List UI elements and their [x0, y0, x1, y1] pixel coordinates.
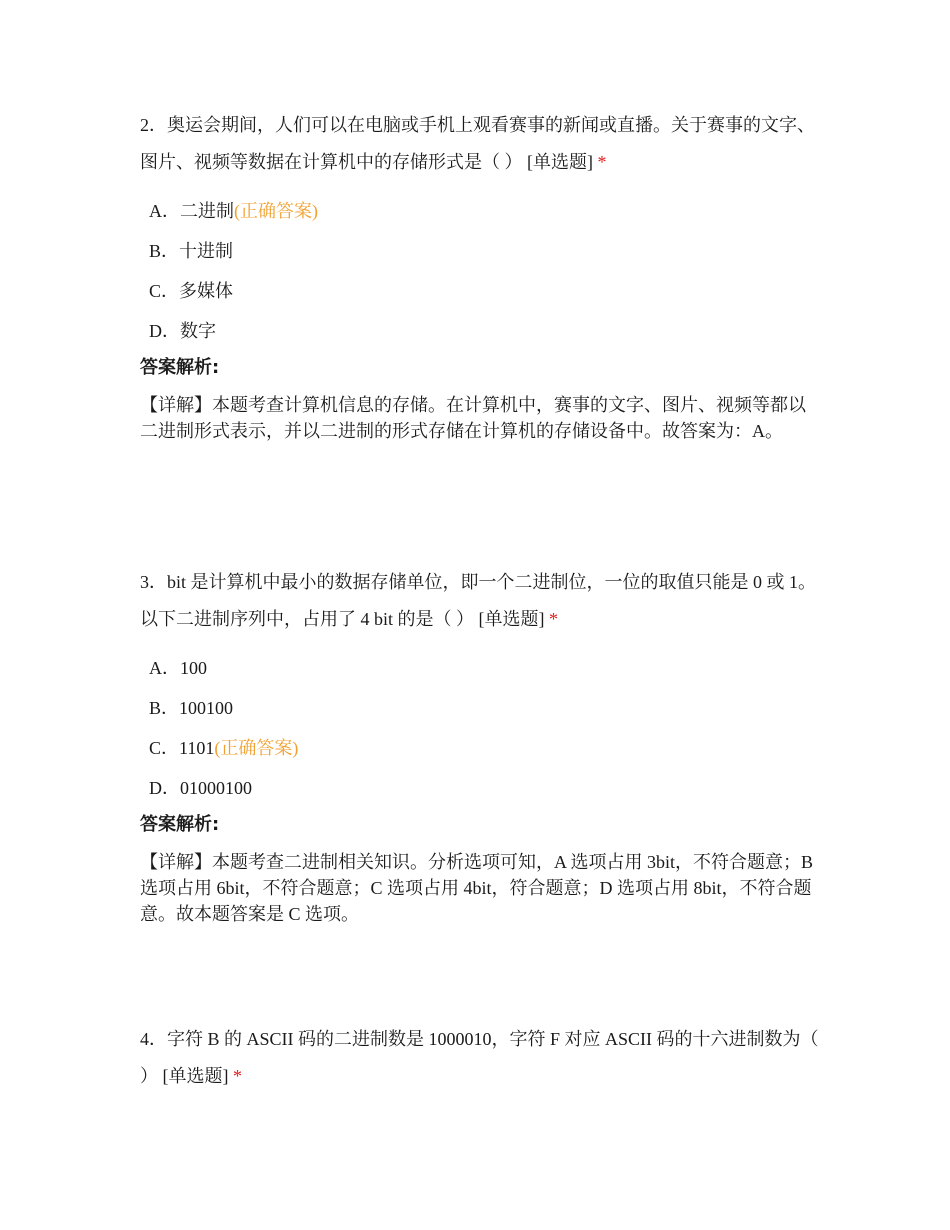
option-label: A． [149, 201, 180, 221]
question-2 [140, 107, 820, 444]
analysis-title: 答案解析: [140, 357, 220, 378]
option-a[interactable] [149, 191, 820, 231]
option-text: 二进制 [180, 201, 234, 221]
analysis-title: 答案解析: [140, 814, 220, 835]
question-3 [140, 564, 820, 927]
options-list [140, 191, 820, 351]
option-label: A． [149, 658, 180, 678]
question-number: 3． [140, 572, 167, 592]
option-a[interactable] [149, 648, 820, 688]
option-label: B． [149, 698, 180, 718]
question-number: 4． [140, 1029, 167, 1049]
option-label: D． [149, 321, 180, 341]
analysis-text: 【详解】本题考查计算机信息的存储。在计算机中，赛事的文字、图片、视频等都以二进制形式表示，并以二进制的形式存储在计算机的存储设备中。故答案为：A。 [140, 395, 806, 441]
required-mark: * [549, 609, 558, 629]
option-text: 1101 [179, 738, 215, 758]
option-label: D． [149, 778, 180, 798]
question-text: 字符 B 的 ASCII 码的二进制数是 1000010，字符 F 对应 ASCII 码的十六进制数为（ ） [单选题] [140, 1029, 819, 1086]
question-text: 奥运会期间，人们可以在电脑或手机上观看赛事的新闻或直播。关于赛事的文字、图片、视频等数据在计算机中的存储形式是（ ） [单选题] [140, 115, 815, 172]
option-label: B． [149, 241, 180, 261]
option-c[interactable] [149, 728, 820, 768]
correct-answer-tag: (正确答案) [234, 201, 318, 221]
option-d[interactable] [149, 768, 820, 808]
analysis-text: 【详解】本题考查二进制相关知识。分析选项可知，A 选项占用 3bit，不符合题意；B 选项占用 6bit，不符合题意；C 选项占用 4bit，符合题意；D 选项占用 8bit，不符合题意。故本题答案是 C 选项。 [140, 852, 814, 924]
question-title [140, 1021, 820, 1095]
option-text: 多媒体 [179, 281, 234, 301]
option-label: C． [149, 738, 180, 758]
options-list [140, 648, 820, 808]
option-text: 100100 [179, 698, 234, 718]
option-label: C． [149, 281, 180, 301]
option-b[interactable] [149, 688, 820, 728]
question-text: bit 是计算机中最小的数据存储单位，即一个二进制位，一位的取值只能是 0 或 1。以下二进制序列中，占用了 4 bit 的是（ ） [单选题] [140, 572, 816, 629]
correct-answer-tag: (正确答案) [214, 738, 299, 758]
question-number: 2． [140, 115, 167, 135]
question-title [140, 107, 820, 181]
question-title [140, 564, 820, 638]
option-d[interactable] [149, 311, 820, 351]
required-mark: * [233, 1066, 242, 1086]
option-text: 100 [180, 658, 207, 678]
option-text: 数字 [180, 321, 216, 341]
option-c[interactable] [149, 271, 820, 311]
required-mark: * [597, 152, 607, 172]
option-text: 十进制 [179, 241, 234, 261]
option-b[interactable] [149, 231, 820, 271]
question-4 [140, 1021, 820, 1095]
option-text: 01000100 [180, 778, 252, 798]
